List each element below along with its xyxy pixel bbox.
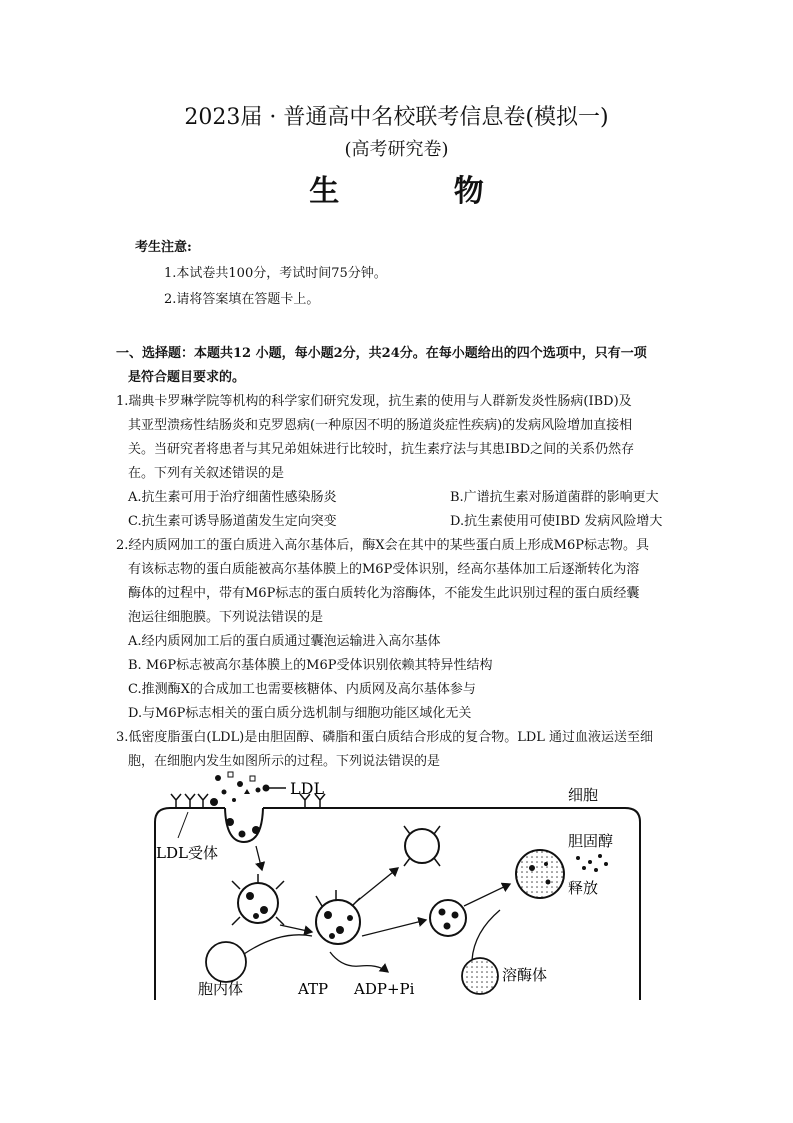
question-2-text: 2.经内质网加工的蛋白质进入高尔基体后，酶X会在其中的某些蛋白质上形成M6P标志物。具 [116, 538, 649, 553]
question-3-text: 3.低密度脂蛋白(LDL)是由胆固醇、磷脂和蛋白质结合形成的复合物。LDL 通过血液运送至细 [116, 730, 654, 745]
ldl-vesicle [430, 900, 466, 936]
question-1-text: 关。当研究者将患者与其兄弟姐妹进行比较时，抗生素疗法与其患IBD之间的关系仍然存 [128, 442, 635, 457]
release-label: 释放 [568, 879, 599, 897]
question-2-text: 酶体的过程中，带有M6P标志的蛋白质转化为溶酶体，不能发生此识别过程的蛋白质经囊 [128, 586, 640, 601]
paper-subtitle: (高考研究卷) [344, 139, 449, 160]
section-heading: 一、选择题：本题共12 小题，每小题2分，共24分。在每小题给出的四个选项中，只有一项 [116, 346, 647, 361]
option-b: B. M6P标志被高尔基体膜上的M6P受体识别依赖其特异性结构 [128, 658, 493, 673]
cholesterol-label: 胆固醇 [568, 832, 614, 850]
question-2-text: 有该标志物的蛋白质能被高尔基体膜上的M6P受体识别，经高尔基体加工后逐渐转化为溶 [128, 562, 640, 577]
option-b: B.广谱抗生素对肠道菌群的影响更大 [450, 490, 659, 505]
question-1-text: 在。下列有关叙述错误的是 [128, 466, 285, 481]
question-1-text: 1.瑞典卡罗琳学院等机构的科学家们研究发现，抗生素的使用与人群新发炎性肠病(IBD)及 [116, 394, 632, 409]
fusion-vesicle [316, 890, 360, 944]
ldl-label: LDL [290, 779, 325, 798]
recycling-vesicle [404, 826, 440, 866]
question-2-text: 泡运往细胞膜。下列说法错误的是 [128, 610, 324, 625]
option-c: C.推测酶X的合成加工也需要核糖体、内质网及高尔基体参与 [128, 682, 476, 697]
cholesterol-particles [576, 854, 608, 872]
notice-item: 1.本试卷共100分，考试时间75分钟。 [164, 266, 387, 281]
question-1-text: 其亚型溃疡性结肠炎和克罗恩病(一种原因不明的肠道炎症性疾病)的发病风险增加直接相 [128, 418, 633, 433]
coated-vesicle [232, 874, 284, 925]
question-3-text: 胞，在细胞内发生如图所示的过程。下列说法错误的是 [128, 754, 441, 769]
lysosome [462, 958, 498, 994]
atp-label: ATP [298, 980, 329, 998]
lysosome-label: 溶酶体 [502, 966, 548, 984]
secondary-lysosome [516, 850, 564, 898]
endosome [206, 942, 246, 982]
paper-title: 2023届 · 普通高中名校联考信息卷(模拟一) [184, 105, 609, 130]
receptor-label: LDL受体 [156, 844, 218, 862]
option-c: C.抗生素可诱导肠道菌发生定向突变 [128, 514, 337, 529]
option-a: A.抗生素可用于治疗细菌性感染肠炎 [128, 490, 337, 505]
option-a: A.经内质网加工后的蛋白质通过囊泡运输进入高尔基体 [128, 634, 441, 649]
notice-heading: 考生注意: [135, 240, 192, 255]
notice-item: 2.请将答案填在答题卡上。 [164, 292, 320, 307]
subject-title: 生 物 [309, 174, 536, 209]
option-d: D.抗生素使用可使IBD 发病风险增大 [450, 514, 663, 529]
adp-label: ADP+Pi [354, 980, 415, 998]
endosome-label: 胞内体 [198, 980, 244, 998]
section-heading-cont: 是符合题目要求的。 [128, 370, 246, 385]
cell-label: 细胞 [568, 786, 599, 804]
option-d: D.与M6P标志相关的蛋白质分选机制与细胞功能区域化无关 [128, 706, 472, 721]
ldl-particles [215, 772, 261, 802]
